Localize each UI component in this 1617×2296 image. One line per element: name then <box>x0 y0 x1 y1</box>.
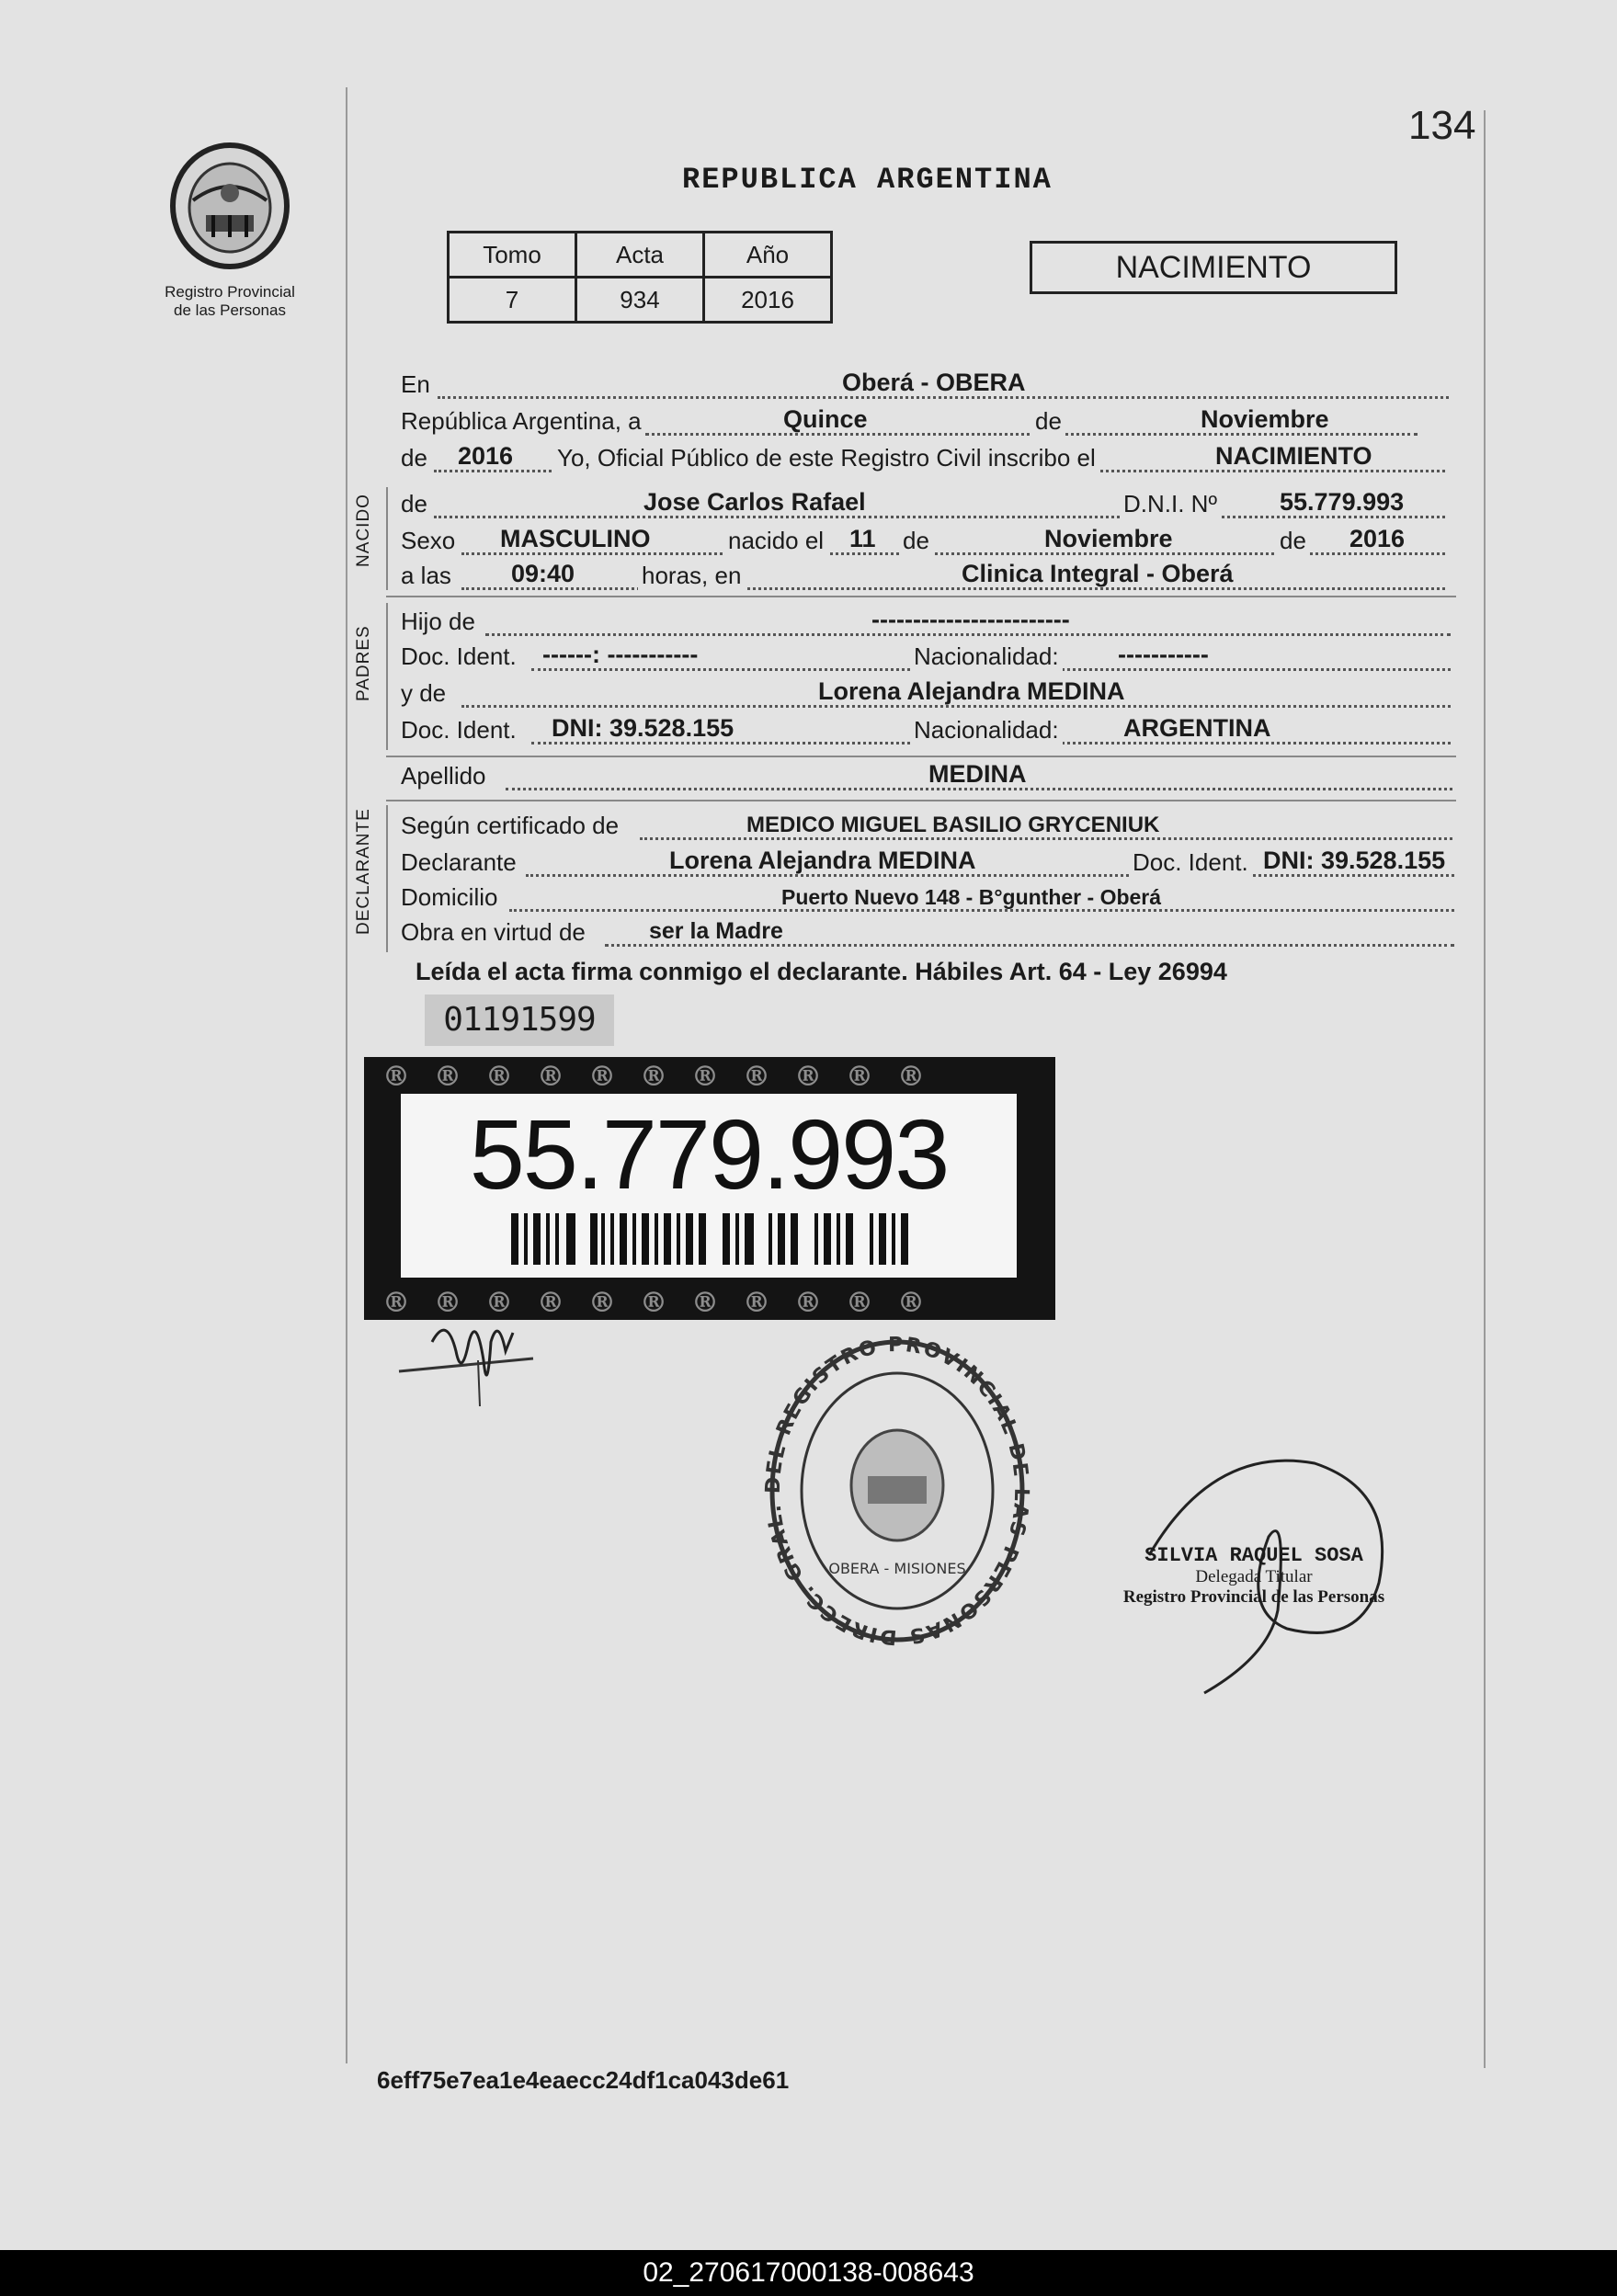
ref-header-tomo: Tomo <box>449 233 576 278</box>
year-value: 2016 <box>458 442 514 470</box>
declarante-doc-value: DNI: 39.528.155 <box>1263 847 1446 874</box>
row-apellido <box>397 757 1454 794</box>
ref-header-acta: Acta <box>576 233 704 278</box>
nacido-label: nacido el <box>724 527 827 555</box>
horas-label: horas, en <box>638 562 745 590</box>
nombre-value: Jose Carlos Rafael <box>643 488 866 516</box>
padre-nac-value: ----------- <box>1118 641 1209 668</box>
act-type-box: NACIMIENTO <box>1030 241 1397 294</box>
ref-value-acta: 934 <box>576 278 704 323</box>
row-sexo <box>397 522 1454 559</box>
country-title: REPUBLICA ARGENTINA <box>682 163 1053 197</box>
birth-day-value: 11 <box>849 525 876 552</box>
registry-name <box>138 283 322 320</box>
row-en <box>397 366 1454 403</box>
nombre-label: de <box>401 490 427 517</box>
row-madre-doc <box>397 711 1454 748</box>
month-value: Noviembre <box>1201 405 1329 433</box>
en-label: En <box>401 370 430 398</box>
padre-doc-label: Doc. Ident. <box>401 642 517 670</box>
document-hash: 6eff75e7ea1e4eaecc24df1ca043de61 <box>377 2066 790 2094</box>
certificado-label: Según certificado de <box>401 812 620 839</box>
signatory-block <box>1107 1544 1401 1608</box>
row-declarante <box>397 844 1454 881</box>
reference-table <box>447 231 833 324</box>
sticker-number: 55.779.993 <box>469 1098 949 1210</box>
section-label-declarante: DECLARANTE <box>354 808 373 935</box>
dni-label: D.N.I. Nº <box>1120 490 1221 518</box>
certificado-value: MEDICO MIGUEL BASILIO GRYCENIUK <box>746 813 1160 837</box>
row-hijo <box>397 603 1454 640</box>
registry-line-1: Registro Provincial <box>165 283 295 301</box>
padre-doc-value: ------: ----------- <box>542 641 699 668</box>
domicilio-label: Domicilio <box>401 883 498 911</box>
sticker-pattern-bottom: ®®®®®®®®®®® <box>382 1287 949 1319</box>
ref-value-anio: 2016 <box>704 278 832 323</box>
ref-header-anio: Año <box>704 233 832 278</box>
madre-nac-value: ARGENTINA <box>1123 714 1271 742</box>
sexo-label: Sexo <box>401 527 456 554</box>
section-divider-apellido-declarante <box>386 800 1456 801</box>
row-domicilio <box>397 879 1454 915</box>
declarante-value: Lorena Alejandra MEDINA <box>669 847 976 874</box>
apellido-label: Apellido <box>401 762 486 790</box>
section-label-nacido: NACIDO <box>354 494 373 567</box>
day-word-value: Quince <box>783 405 868 433</box>
obra-label: Obra en virtud de <box>401 918 586 946</box>
apellido-value: MEDINA <box>928 760 1027 788</box>
hora-value: 09:40 <box>511 560 575 587</box>
inscribe-value: NACIMIENTO <box>1215 442 1372 470</box>
stamp-inner-text: OBERA - MISIONES <box>828 1560 966 1577</box>
ref-value-tomo: 7 <box>449 278 576 323</box>
right-margin-line <box>1484 110 1486 2068</box>
alas-label: a las <box>401 562 451 589</box>
de-label-4: de <box>1276 527 1310 555</box>
madre-doc-label: Doc. Ident. <box>401 716 517 744</box>
birth-year-value: 2016 <box>1349 525 1406 552</box>
row-hora <box>397 557 1454 594</box>
declarant-signature <box>395 1305 561 1415</box>
dni-value: 55.779.993 <box>1280 488 1405 516</box>
padres-bracket <box>386 603 388 750</box>
row-republica <box>397 403 1454 439</box>
official-stamp <box>759 1327 1035 1658</box>
dni-sticker <box>364 1057 1055 1320</box>
de-label-3: de <box>899 527 933 555</box>
row-madre <box>397 675 1454 711</box>
madre-value: Lorena Alejandra MEDINA <box>818 677 1125 705</box>
file-id-bar: 02_270617000138-008643 <box>0 2250 1617 2296</box>
declarante-label: Declarante <box>401 848 517 876</box>
declarante-doc-label: Doc. Ident. <box>1129 848 1252 877</box>
serial-number: 01191599 <box>425 995 614 1046</box>
lugar-value: Clinica Integral - Oberá <box>962 560 1234 587</box>
madre-nac-label: Nacionalidad: <box>910 716 1063 744</box>
sticker-pattern-top: ®®®®®®®®®®® <box>382 1061 949 1093</box>
domicilio-value: Puerto Nuevo 148 - B°gunther - Oberá <box>781 885 1162 909</box>
left-margin-line <box>346 87 347 2063</box>
en-value: Oberá - OBERA <box>842 369 1026 396</box>
barcode <box>511 1213 916 1265</box>
row-padre-doc <box>397 638 1454 675</box>
signatory-title: Delegada Titular <box>1195 1567 1313 1586</box>
section-divider-nacido-padres <box>386 596 1456 597</box>
sticker-label <box>401 1094 1017 1278</box>
madre-doc-value: DNI: 39.528.155 <box>552 714 734 742</box>
de-label-1: de <box>1031 407 1065 436</box>
obra-value: ser la Madre <box>649 918 783 944</box>
nacido-bracket <box>386 487 388 590</box>
padre-value: ------------------------ <box>871 606 1070 633</box>
declarante-bracket <box>386 805 388 952</box>
leida-statement: Leída el acta firma conmigo el declarante. Hábiles Art. 64 - Ley 26994 <box>416 958 1227 985</box>
republica-label: República Argentina, a <box>401 407 642 435</box>
oficial-text: Yo, Oficial Público de este Registro Civil inscribo el <box>553 444 1099 472</box>
de-label-2: de <box>401 444 427 472</box>
sexo-value: MASCULINO <box>500 525 651 552</box>
birth-month-value: Noviembre <box>1044 525 1173 552</box>
provincial-seal <box>162 136 298 276</box>
yde-label: y de <box>401 679 447 707</box>
signatory-name: SILVIA RAQUEL SOSA <box>1144 1544 1363 1567</box>
row-nombre <box>397 485 1454 522</box>
signatory-office: Registro Provincial de las Personas <box>1122 1587 1385 1607</box>
row-obra <box>397 914 1454 950</box>
padre-nac-label: Nacionalidad: <box>910 642 1063 671</box>
hijo-label: Hijo de <box>401 608 475 635</box>
stamp-ring-text: DIRECC. GRAL. DEL REGISTRO PROVINCIAL DE LAS PERSONAS <box>761 1333 1033 1649</box>
page-number: 134 <box>1408 103 1476 148</box>
row-certificado <box>397 807 1454 844</box>
section-label-padres: PADRES <box>354 625 373 701</box>
row-oficial <box>397 439 1454 476</box>
registry-line-2: de las Personas <box>174 301 286 319</box>
